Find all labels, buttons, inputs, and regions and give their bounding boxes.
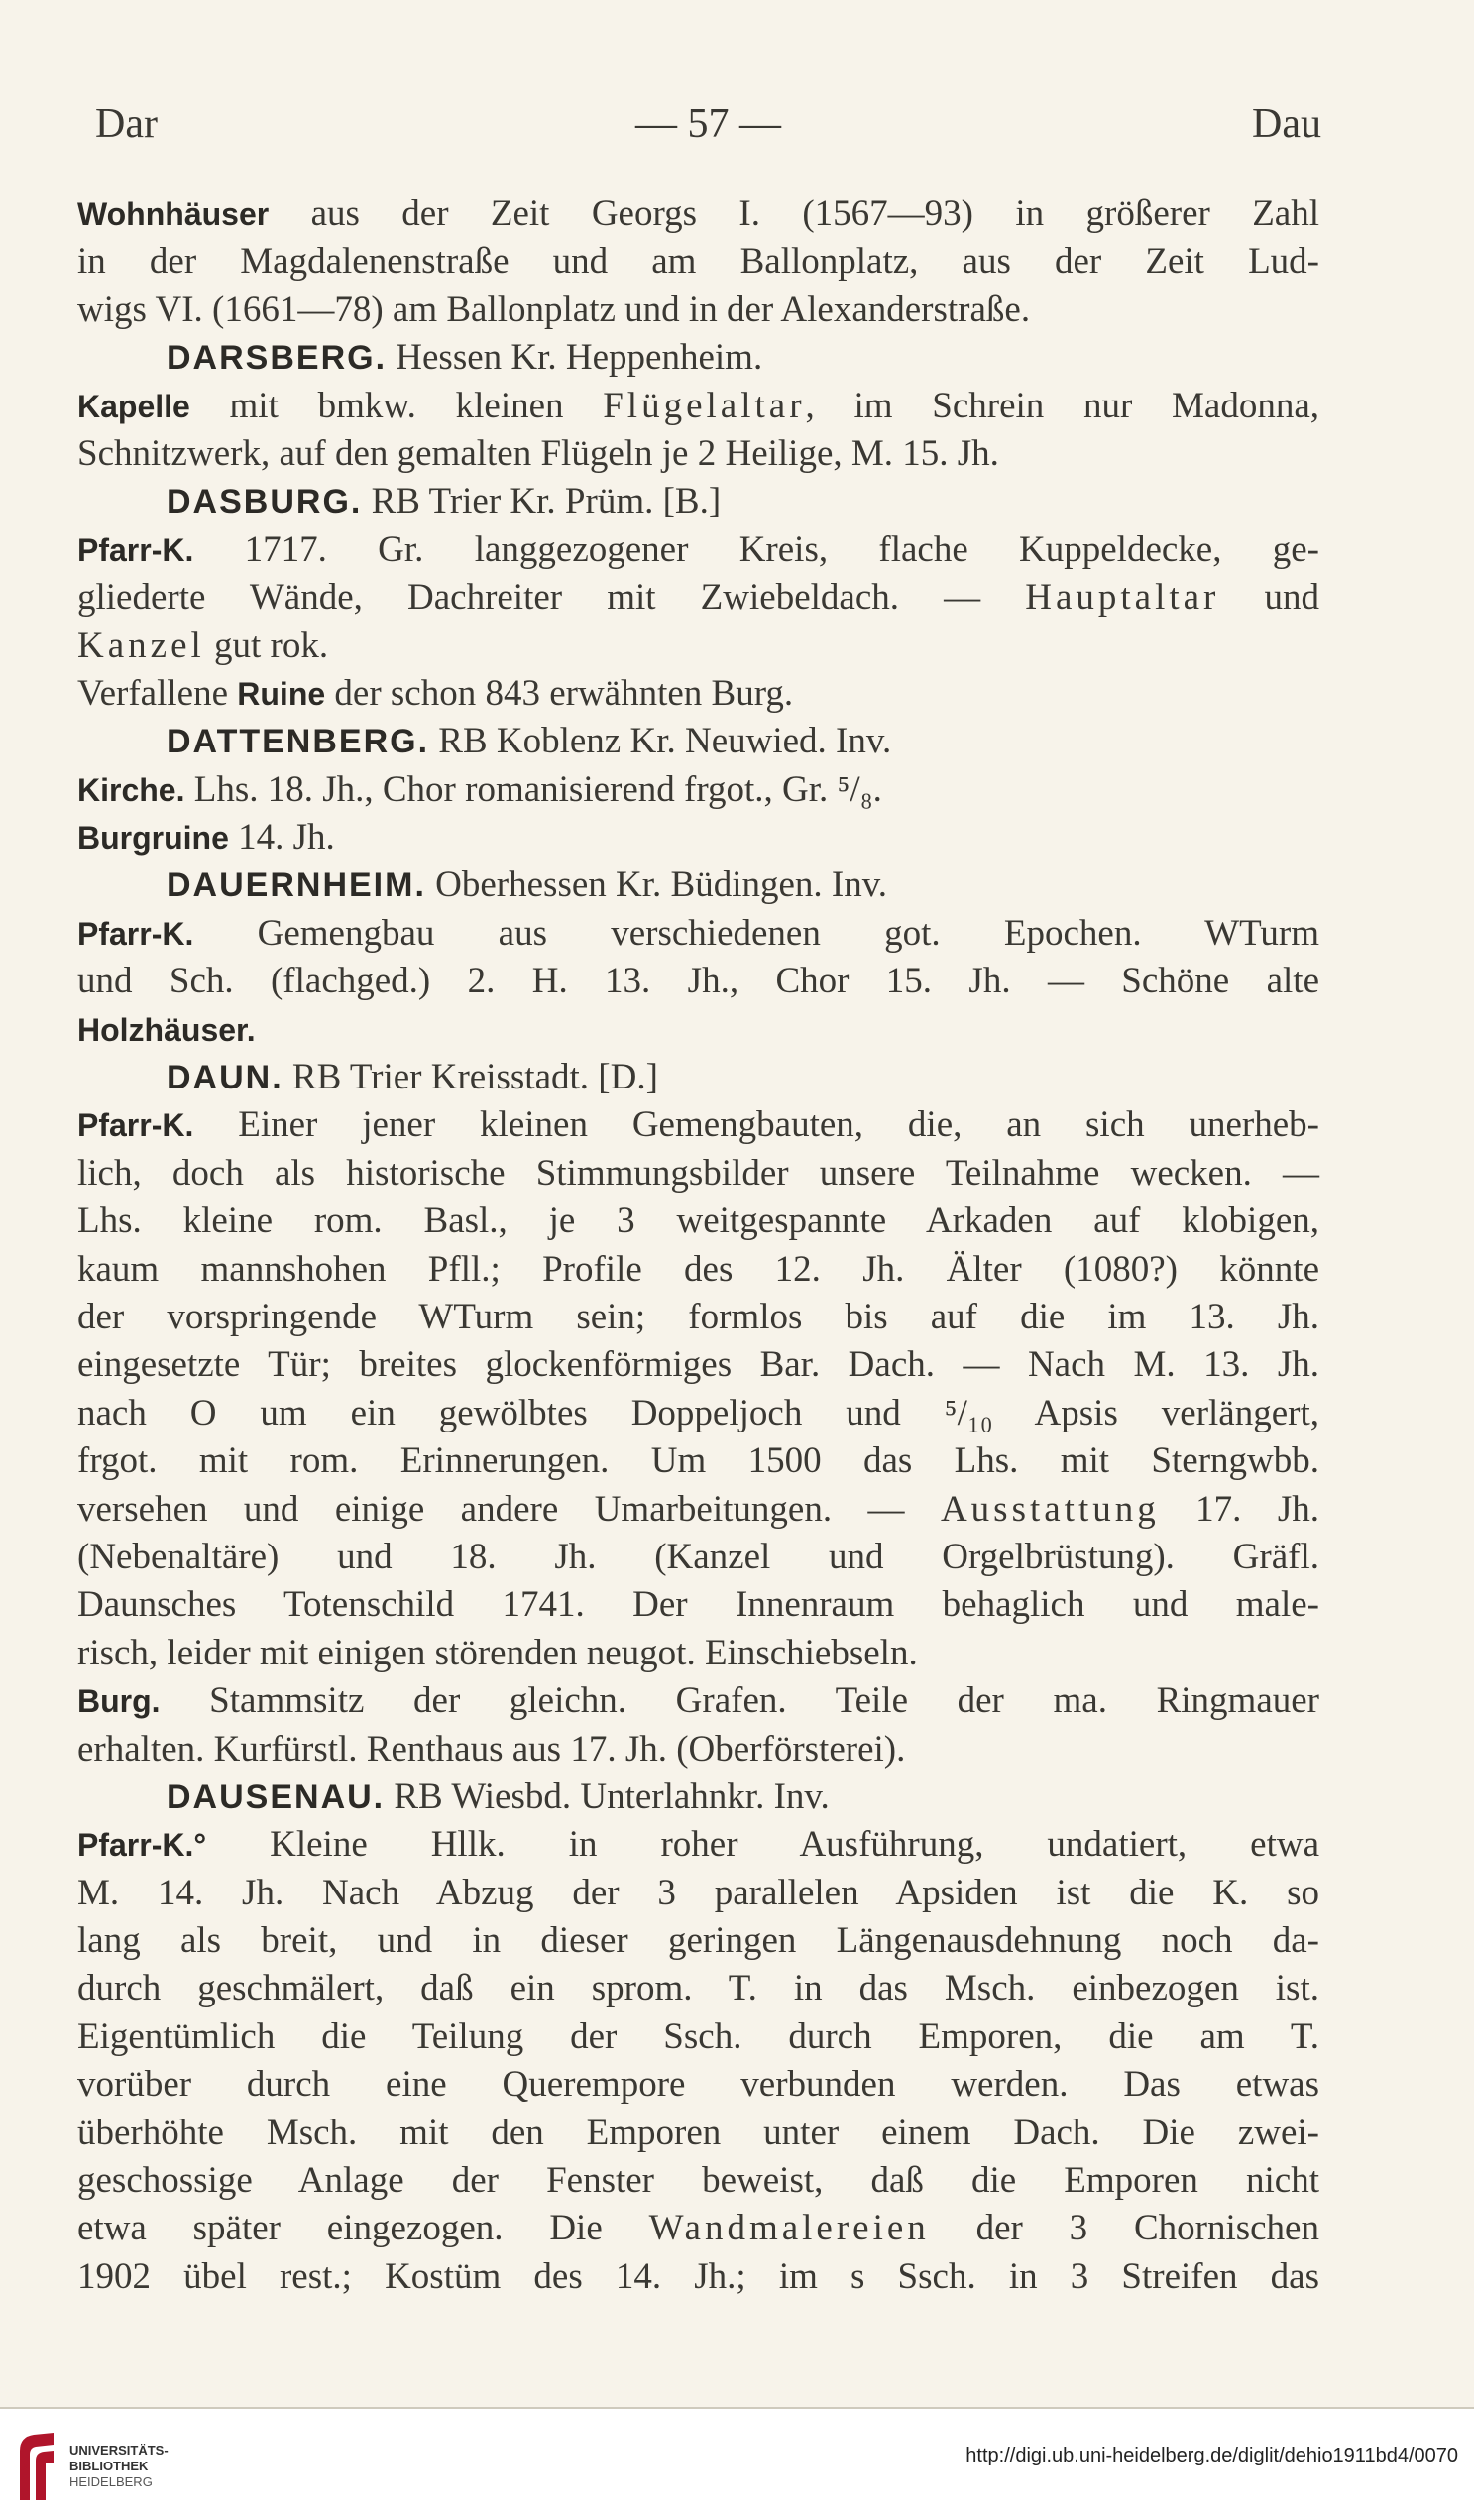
text-segment: Hessen Kr. Heppenheim. (387, 337, 763, 379)
text-segment: , im Schrein nur Madonna, (805, 385, 1319, 426)
entry-keyword: Pfarr-K.° (77, 1827, 207, 1864)
text-line (77, 1390, 1319, 1437)
text-line (77, 1437, 1319, 1485)
text-segment: Oberhessen Kr. Büdingen. Inv. (425, 864, 888, 906)
text-line (77, 1198, 1319, 1245)
text-segment: Kleine Hllk. in roher Ausführung, undatiert, etwa (206, 1824, 1319, 1866)
text-line (77, 1054, 1319, 1101)
text-segment: überhöhte Msch. mit den Emporen unter einem Dach. Die zwei- (77, 2112, 1319, 2153)
spaced-term: Ausstattung (940, 1488, 1160, 1530)
text-segment: der vorspringende WTurm sein; formlos bis auf die im 13. Jh. (77, 1296, 1319, 1337)
entry-keyword: Pfarr-K. (77, 531, 194, 568)
text-line (77, 1150, 1319, 1198)
text-line (77, 238, 1319, 286)
text-line (77, 2157, 1319, 2205)
entry-keyword: Kirche. (77, 771, 185, 808)
text-segment: mit bmkw. kleinen (189, 385, 604, 426)
entry-keyword: Burgruine (77, 820, 229, 857)
place-heading: DASBURG. (167, 483, 363, 521)
text-segment: erhalten. Kurfürstl. Renthaus aus 17. Jh. (Oberförsterei). (77, 1728, 906, 1770)
text-line (77, 1101, 1319, 1149)
footer-bar (0, 2409, 1474, 2520)
text-line (77, 766, 1319, 814)
entry-keyword: Kapelle (77, 388, 190, 424)
text-segment: RB Koblenz Kr. Neuwied. Inv. (429, 721, 892, 762)
text-segment: (Nebenaltäre) und 18. Jh. (Kanzel und Orgelbrüstung). Gräfl. (77, 1536, 1319, 1577)
page-number: — 57 — (635, 101, 781, 147)
text-line (77, 430, 1319, 478)
text-line (77, 2061, 1319, 2109)
text-segment: der schon 843 erwähnten Burg. (325, 672, 794, 714)
text-segment: lich, doch als historische Stimmungsbilder unsere Teilnahme wecken. — (77, 1152, 1319, 1194)
place-heading: DAUSENAU. (167, 1777, 386, 1816)
text-segment: und (1219, 577, 1319, 619)
spaced-term: Hauptaltar (1025, 577, 1220, 619)
header-left-keyword: Dar (95, 101, 158, 147)
text-segment: eingesetzte Tür; breites glockenförmiges Bar. Dach. — Nach M. 13. Jh. (77, 1344, 1319, 1386)
text-segment: wigs VI. (1661—78) am Ballonplatz und in der Alexanderstraße. (77, 288, 1031, 330)
text-segment: Lhs. kleine rom. Basl., je 3 weitgespannte Arkaden auf klobigen, (77, 1201, 1319, 1242)
place-heading: DAUN. (167, 1059, 283, 1097)
text-segment: durch geschmälert, daß ein sprom. T. in das Msch. einbezogen ist. (77, 1968, 1319, 2009)
text-line (77, 1726, 1319, 1774)
library-name-line3: HEIDELBERG (69, 2474, 153, 2489)
text-line (77, 1630, 1319, 1677)
header-right-keyword: Dau (1252, 101, 1321, 147)
library-name-line2: BIBLIOTHEK (69, 2459, 149, 2473)
text-segment: lang als breit, und in dieser geringen Längenausdehnung noch da- (77, 1920, 1319, 1962)
text-line (77, 718, 1319, 765)
text-line (77, 526, 1319, 574)
text-segment: risch, leider mit einigen störenden neugot. Einschiebseln. (77, 1632, 918, 1673)
text-line (77, 1917, 1319, 1965)
source-url[interactable]: http://digi.ub.uni-heidelberg.de/diglit/dehio1911bd4/0070 (965, 2445, 1458, 2466)
entry-keyword: Wohnhäuser (77, 196, 270, 232)
text-segment: in der Magdalenenstraße und am Ballonplatz, aus der Zeit Lud- (77, 241, 1319, 283)
text-line (77, 2253, 1319, 2301)
text-line (77, 1294, 1319, 1341)
text-segment: aus der Zeit Georgs I. (1567—93) in größerer Zahl (269, 193, 1319, 234)
text-line (77, 1341, 1319, 1389)
text-line (77, 1821, 1319, 1869)
text-line (77, 1246, 1319, 1294)
body-text (77, 190, 1319, 2301)
text-segment: kaum mannshohen Pfll.; Profile des 12. Jh. Älter (1080?) könnte (77, 1248, 1319, 1290)
text-line (77, 1534, 1319, 1581)
text-line (77, 334, 1319, 382)
text-segment: und Sch. (flachged.) 2. H. 13. Jh., Chor 15. Jh. — Schöne alte (77, 961, 1319, 1002)
text-line (77, 910, 1319, 958)
text-line (77, 1006, 1319, 1054)
entry-keyword: Pfarr-K. (77, 1107, 194, 1144)
text-line (77, 861, 1319, 909)
text-line (77, 2110, 1319, 2157)
text-segment: Eigentümlich die Teilung der Ssch. durch Emporen, die am T. (77, 2015, 1319, 2057)
text-line (77, 574, 1319, 622)
text-segment: 1717. Gr. langgezogener Kreis, flache Kuppeldecke, ge- (193, 528, 1319, 570)
text-line (77, 383, 1319, 430)
text-line (77, 286, 1319, 334)
text-line (77, 1677, 1319, 1725)
spaced-term: Wandmalereien (648, 2208, 930, 2249)
entry-keyword: Holzhäuser. (77, 1011, 256, 1048)
text-segment: RB Trier Kreisstadt. [D.] (283, 1057, 658, 1098)
place-heading: DAUERNHEIM. (167, 866, 426, 905)
text-segment: der 3 Chornischen (929, 2208, 1319, 2249)
text-line (77, 478, 1319, 525)
place-heading: DATTENBERG. (167, 723, 430, 761)
text-segment: Verfallene (77, 672, 238, 714)
text-segment: frgot. mit rom. Erinnerungen. Um 1500 das Lhs. mit Sterngwbb. (77, 1440, 1319, 1482)
text-segment: M. 14. Jh. Nach Abzug der 3 parallelen Apsiden ist die K. so (77, 1872, 1319, 1913)
text-line (77, 2013, 1319, 2061)
running-header (95, 99, 1321, 149)
spaced-term: Kanzel (77, 625, 205, 666)
text-line (77, 2205, 1319, 2252)
text-segment: 14. Jh. (228, 817, 335, 859)
text-segment: Schnitzwerk, auf den gemalten Flügeln je 2 Heilige, M. 15. Jh. (77, 432, 999, 474)
entry-keyword: Ruine (237, 675, 326, 712)
entry-keyword: Pfarr-K. (77, 915, 194, 952)
text-segment: Daunsches Totenschild 1741. Der Innenraum behaglich und male- (77, 1584, 1319, 1626)
text-segment: nach O um ein gewölbtes Doppeljoch und ⁵/₁₀ Apsis verlängert, (77, 1392, 1319, 1433)
text-line (77, 190, 1319, 238)
text-segment: versehen und einige andere Umarbeitungen. — (77, 1488, 941, 1530)
text-line (77, 1774, 1319, 1821)
library-name-line1: UNIVERSITÄTS- (69, 2443, 169, 2458)
text-line (77, 1870, 1319, 1917)
library-name (69, 2443, 169, 2490)
text-line (77, 958, 1319, 1005)
text-line (77, 1486, 1319, 1534)
text-line (77, 1581, 1319, 1629)
text-segment: Gemengbau aus verschiedenen got. Epochen. WTurm (193, 912, 1319, 954)
entry-keyword: Burg. (77, 1683, 161, 1720)
place-heading: DARSBERG. (167, 339, 388, 378)
text-line (77, 670, 1319, 718)
text-segment: geschossige Anlage der Fenster beweist, daß die Emporen nicht (77, 2160, 1319, 2202)
spaced-term: Flügelaltar (603, 385, 806, 426)
text-segment: Lhs. 18. Jh., Chor romanisierend frgot., Gr. ⁵/₈. (184, 768, 882, 810)
text-line (77, 814, 1319, 861)
text-line (77, 623, 1319, 670)
text-segment: vorüber durch eine Querempore verbunden werden. Das etwas (77, 2064, 1319, 2106)
text-segment: 1902 übel rest.; Kostüm des 14. Jh.; im s Ssch. in 3 Streifen das (77, 2255, 1319, 2297)
university-library-logo-icon (14, 2431, 59, 2502)
text-line (77, 1965, 1319, 2012)
text-segment: RB Trier Kr. Prüm. [B.] (362, 481, 722, 522)
text-segment: gut rok. (204, 625, 329, 666)
text-segment: 17. Jh. (1159, 1488, 1319, 1530)
text-segment: gliederte Wände, Dachreiter mit Zwiebeldach. — (77, 577, 1026, 619)
text-segment: Stammsitz der gleichn. Grafen. Teile der ma. Ringmauer (160, 1680, 1319, 1722)
text-segment: etwa später eingezogen. Die (77, 2208, 649, 2249)
text-segment: Einer jener kleinen Gemengbauten, die, an sich unerheb- (193, 1104, 1319, 1146)
text-segment: RB Wiesbd. Unterlahnkr. Inv. (385, 1775, 830, 1817)
